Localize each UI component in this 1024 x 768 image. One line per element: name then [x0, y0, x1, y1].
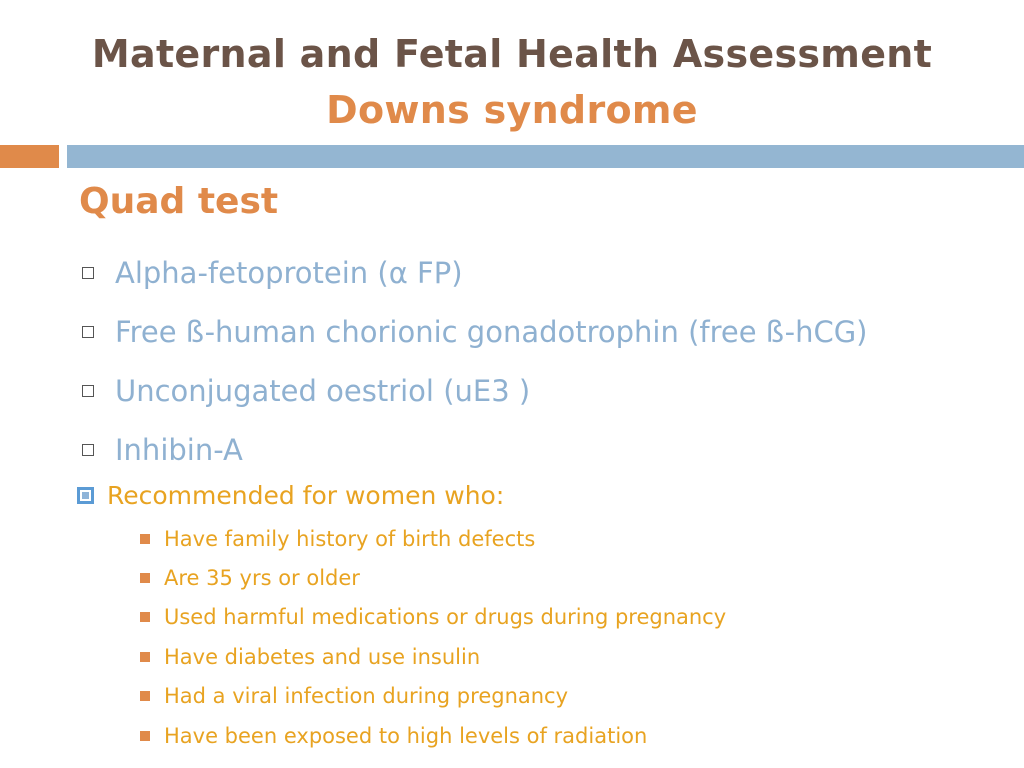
filled-square-bullet-icon — [140, 731, 150, 741]
list-item-label: Alpha-fetoprotein (α FP) — [115, 255, 463, 290]
hollow-square-bullet-icon — [82, 444, 94, 456]
list-item — [140, 677, 726, 716]
orange-accent-bar — [0, 145, 59, 168]
list-item-label: Used harmful medications or drugs during pregnancy — [164, 605, 727, 630]
list-item — [140, 558, 726, 597]
square-bullet-icon — [77, 487, 94, 504]
hollow-square-bullet-icon — [82, 267, 94, 279]
list-item-label: Have diabetes and use insulin — [164, 644, 481, 669]
list-item-label: Free ß-human chorionic gonadotrophin (free ß-hCG) — [115, 314, 868, 349]
section-heading: Quad test — [79, 181, 279, 222]
list-item — [140, 637, 726, 676]
list-item — [140, 519, 726, 558]
list-item-label: Inhibin-A — [115, 432, 243, 467]
list-item — [140, 598, 726, 637]
list-item — [140, 716, 726, 755]
hollow-square-bullet-icon — [82, 326, 94, 338]
recommendation-heading-row — [77, 476, 504, 514]
recommendation-list — [140, 519, 726, 755]
filled-square-bullet-icon — [140, 534, 150, 544]
list-item-label: Had a viral infection during pregnancy — [164, 684, 569, 709]
hollow-square-bullet-icon — [82, 385, 94, 397]
list-item — [79, 361, 868, 420]
slide-title: Maternal and Fetal Health Assessment — [91, 32, 933, 76]
recommendation-heading: Recommended for women who: — [107, 480, 505, 510]
filled-square-bullet-icon — [140, 612, 150, 622]
blue-divider-bar — [67, 145, 1024, 168]
slide-title-block — [0, 28, 1024, 140]
list-item-label: Are 35 yrs or older — [164, 566, 360, 591]
list-item — [79, 243, 868, 302]
list-item-label: Have been exposed to high levels of radiation — [164, 723, 648, 748]
slide-subtitle: Downs syndrome — [326, 88, 698, 132]
filled-square-bullet-icon — [140, 573, 150, 583]
filled-square-bullet-icon — [140, 652, 150, 662]
list-item-label: Unconjugated oestriol (uE3 ) — [115, 373, 531, 408]
list-item — [79, 302, 868, 361]
list-item — [79, 420, 868, 479]
filled-square-bullet-icon — [140, 691, 150, 701]
quad-test-list — [79, 243, 868, 479]
list-item-label: Have family history of birth defects — [164, 526, 536, 551]
